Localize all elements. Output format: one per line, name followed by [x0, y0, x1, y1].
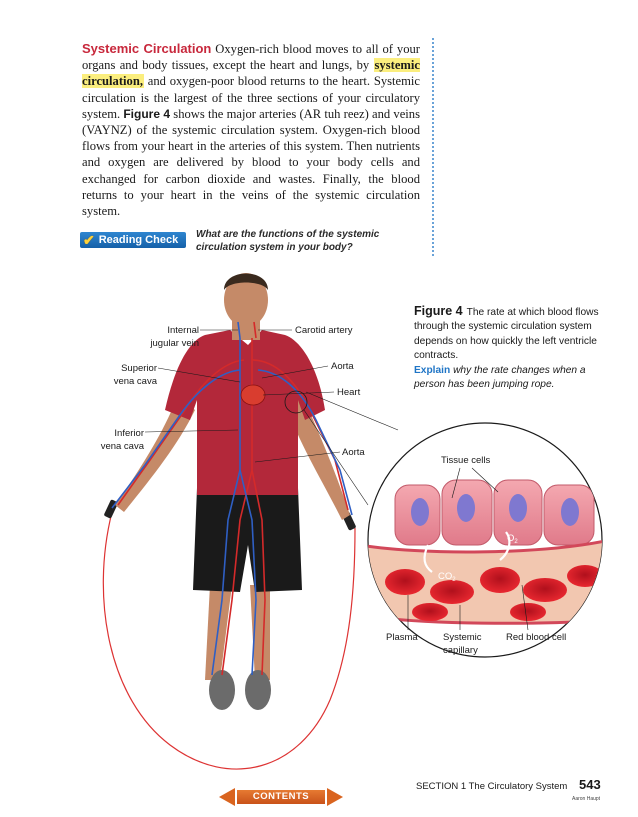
label-red-blood-cell: Red blood cell — [506, 632, 567, 643]
label-superior-1: Superior — [121, 363, 157, 374]
body-text-part1: Oxygen-rich blood moves to all of your organs and body tissues, except the heart and lungs, by — [82, 42, 420, 73]
capillary-inset — [360, 423, 610, 657]
label-capillary-2: capillary — [443, 645, 478, 656]
explain-question: why the rate changes when a person has been jumping rope. — [414, 364, 586, 391]
section-heading: Systemic Circulation — [82, 41, 212, 56]
contents-button[interactable]: CONTENTS — [237, 790, 325, 804]
label-inferior-2: vena cava — [100, 441, 144, 452]
label-carotid: Carotid artery — [295, 325, 353, 336]
photo-credit: Aaron Haupt — [572, 796, 601, 802]
label-o2: $O_2$ — [507, 533, 518, 545]
next-page-arrow-icon[interactable] — [327, 788, 343, 806]
explain-keyword: Explain — [414, 364, 451, 376]
previous-page-arrow-icon[interactable] — [219, 788, 235, 806]
caption-text: The rate at which blood flows through the systemic circulation system depends on how quickly the left ventricle contracts. — [414, 307, 599, 362]
footer-section-title: SECTION 1 The Circulatory System — [416, 781, 568, 792]
contents-nav — [219, 788, 343, 806]
label-internal-jugular-1: Internal — [167, 325, 199, 336]
tissue-cells — [395, 480, 594, 545]
caption-title: Figure 4 — [414, 304, 463, 318]
label-co2: $CO_2$ — [438, 571, 456, 583]
reading-check-question: What are the functions of the systemic circulation system in your body? — [196, 229, 380, 253]
label-capillary-1: Systemic — [443, 632, 482, 643]
jumping-person — [112, 273, 352, 710]
label-plasma: Plasma — [386, 632, 418, 643]
label-superior-2: vena cava — [113, 376, 157, 387]
label-aorta-upper: Aorta — [331, 361, 354, 372]
heart-organ — [241, 385, 265, 405]
label-inferior-1: Inferior — [114, 428, 144, 439]
checkmark-icon: ✔ — [83, 232, 95, 248]
label-heart: Heart — [337, 387, 361, 398]
body-text-part2: and oxygen-poor blood returns to the heart. Systemic circulation is the largest of the three sections of your circulatory system. — [82, 74, 420, 121]
label-aorta-lower: Aorta — [342, 447, 365, 458]
figure-reference: Figure 4 — [123, 106, 171, 121]
label-internal-jugular-2: jugular vein — [150, 338, 199, 349]
vocab-term[interactable]: systemic circulation, — [82, 58, 420, 89]
body-text-part3: shows the major arteries (AR tuh reez) and veins (VAYNZ) of the systemic circulation system. Oxygen-rich blood flows from your heart in the arteries of this system. Then nutrients and oxygen are delivered by blood to your body cells and exchanged for carbon dioxide and wastes. Finally, the blood returns to your heart in the veins of the systemic circulation system. — [82, 106, 420, 219]
reading-check-label: Reading Check — [98, 234, 179, 246]
label-tissue-cells: Tissue cells — [441, 455, 491, 466]
page-number: 543 — [579, 777, 601, 792]
